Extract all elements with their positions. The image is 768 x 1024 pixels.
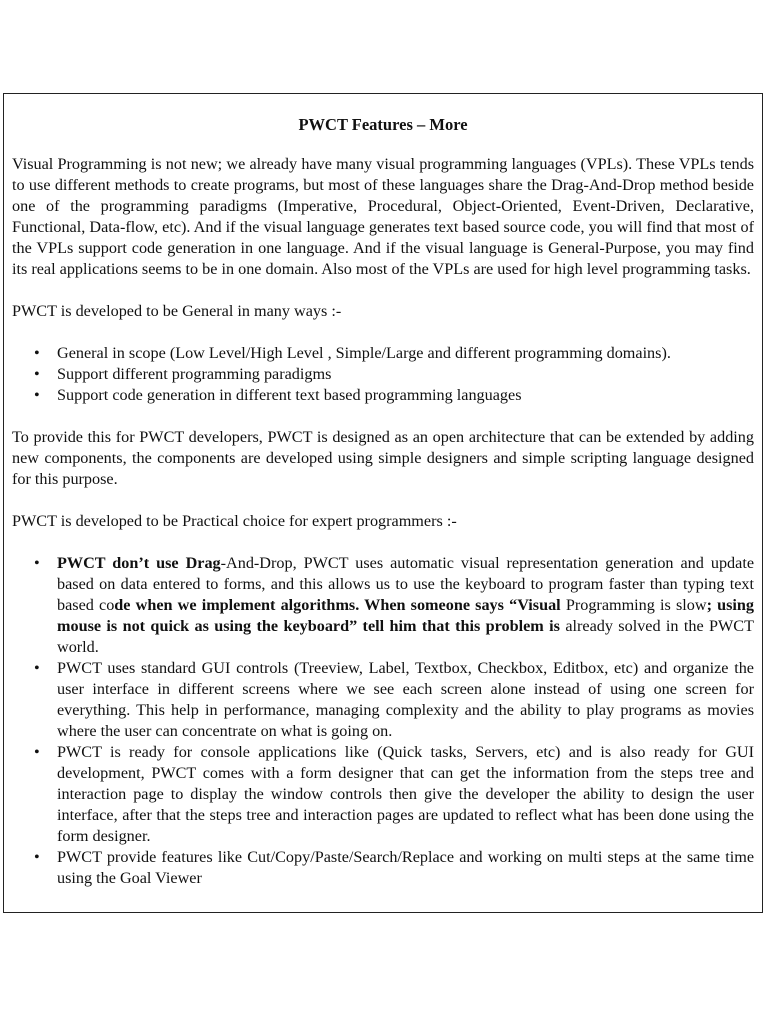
bold-text-run: ; using mouse is not quick as using the keyboard” tell him that this problem is — [57, 596, 755, 635]
list-item — [12, 847, 754, 889]
page-title: PWCT Features – More — [298, 115, 468, 134]
general-intro: PWCT is developed to be General in many ways :- — [12, 302, 342, 320]
bold-text-run: de when we implement algorithms. When someone says “Visual — [114, 596, 561, 614]
list-item-text: PWCT is ready for console applications like (Quick tasks, Servers, etc) and is also ready for GUI development, PWCT comes with a form designer that can get the information from the steps tree and interaction page to display the window controls then give the developer the ability to design the user interface, after that the steps tree and interaction pages are updated to reflect what has been done using the form designer. — [57, 743, 754, 845]
list-item-text: General in scope (Low Level/High Level , Simple/Large and different programming domains). — [57, 344, 671, 362]
document-page — [3, 93, 763, 913]
text-run: Programming is slow — [560, 596, 707, 614]
architecture-paragraph: To provide this for PWCT developers, PWCT is designed as an open architecture that can be extended by adding new components, the components are developed using simple designers and simple scripting language designed for this purpose. — [12, 428, 754, 488]
bullet-icon: • — [34, 386, 40, 404]
bullet-icon: • — [34, 554, 40, 572]
list-item-text: Support different programming paradigms — [57, 365, 332, 383]
list-item-text: PWCT uses standard GUI controls (Treeview, Label, Textbox, Checkbox, Editbox, etc) and organize the user interface in different screens where we see each screen alone instead of using one screen for everything. This help in performance, managing complexity and the ability to play programs as movies where the user can concentrate on what is going on. — [57, 659, 754, 740]
bold-text-run: PWCT don’t use Drag — [57, 554, 221, 572]
text-run: already solved in the PWCT world. — [57, 617, 754, 656]
bullet-icon: • — [34, 659, 40, 677]
bullet-icon: • — [34, 344, 40, 362]
intro-paragraph: Visual Programming is not new; we already have many visual programming languages (VPLs). These VPLs tends to use different methods to create programs, but most of these languages share the Drag-And-Drop method beside one of the programming paradigms (Imperative, Procedural, Object-Oriented, Event-Driven, Declarative, Functional, Data-flow, etc). And if the visual language generates text based source code, you will find that most of the VPLs support code generation in one language. And if the visual language is General-Purpose, you may find its real applications seems to be in one domain. Also most of the VPLs are used for high level programming tasks. — [12, 155, 754, 278]
bullet-icon: • — [34, 743, 40, 761]
list-item — [12, 385, 754, 406]
list-item — [12, 364, 754, 385]
list-item-text: Support code generation in different text based programming languages — [57, 386, 522, 404]
text-run: -And-Drop, PWCT uses automatic visual representation generation and update based on data entered to forms, and this allows us to use the keyboard to program faster than typing text based co — [57, 554, 754, 614]
general-list — [12, 343, 754, 406]
bullet-icon: • — [34, 365, 40, 383]
list-item-text: PWCT provide features like Cut/Copy/Paste/Search/Replace and working on multi steps at the same time using the Goal Viewer — [57, 848, 754, 887]
bullet-icon: • — [34, 848, 40, 866]
list-item — [12, 658, 754, 742]
list-item — [12, 553, 754, 658]
practical-intro: PWCT is developed to be Practical choice for expert programmers :- — [12, 512, 457, 530]
practical-list — [12, 553, 754, 889]
list-item — [12, 742, 754, 847]
list-item — [12, 343, 754, 364]
